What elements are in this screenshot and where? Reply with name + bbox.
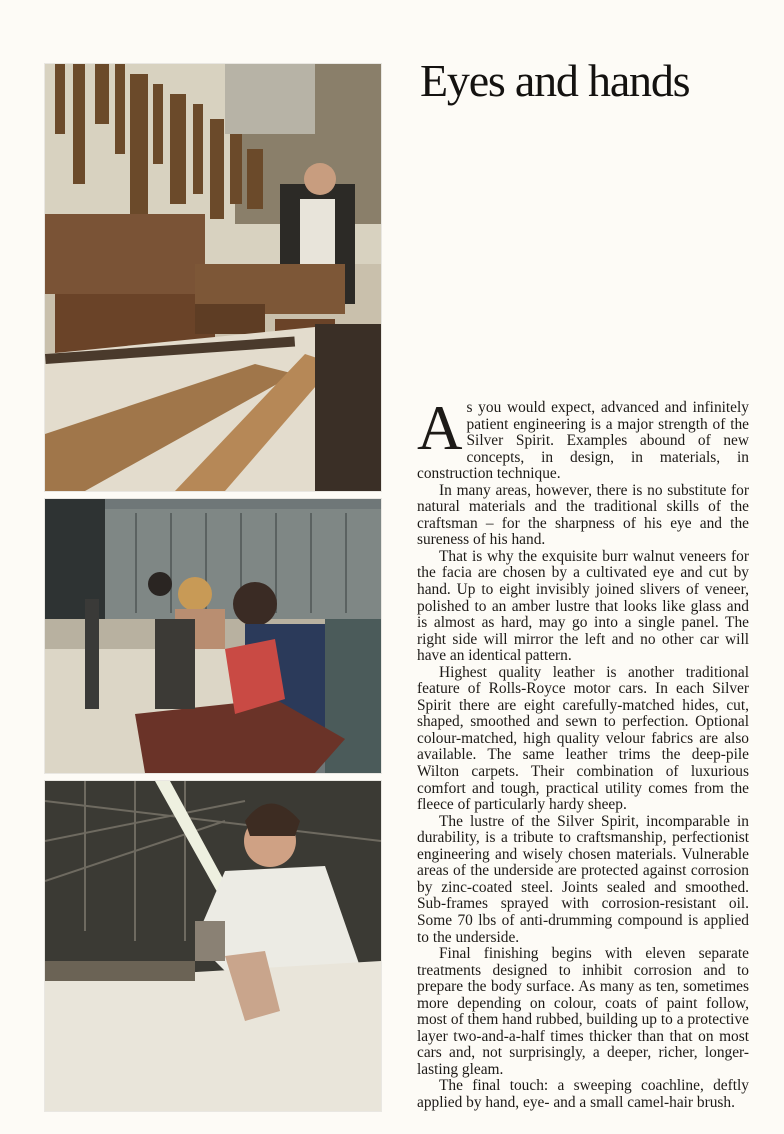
article-body (417, 393, 749, 1112)
photo-veneer-craftsman (45, 64, 381, 491)
article-paragraph: Final finishing begins with eleven separate treatments designed to inhibit corrosion and to prepare the body surface. As many as ten, sometimes more depending on colour, coats of paint follow, most of them hand rubbed, building up to a protective layer two-and-a-half times thicker than that on most cars and, not surprisingly, a deeper, richer, longer-lasting gleam. (417, 945, 749, 1078)
page-title: Eyes and hands (420, 55, 690, 106)
paragraph-text: s you would expect, advanced and infinitely patient engineering is a major strength of the Silver Spirit. Examples abound of new concepts, in design, in materials, in construction technique. (417, 399, 749, 483)
article-paragraph: That is why the exquisite burr walnut veneers for the facia are chosen by a cultivated eye and cut by hand. Up to eight invisibly joined slivers of veneer, polished to an amber lustre that looks like glass and is almost as hard, may go into a single panel. The right side will mirror the left and no other car will have an identical pattern. (417, 547, 749, 665)
drop-cap: A (417, 393, 463, 463)
photo-fabric-cutting (45, 781, 381, 1111)
article-paragraph: Highest quality leather is another traditional feature of Rolls-Royce motor cars. In each Silver Spirit there are eight carefully-matched hides, cut, shaped, smoothed and sewn to perfection. Optional colour-matched, high quality velour fabrics are also available. The same leather trims the deep-pile Wilton carpets. Their combination of luxurious comfort and tough, practical utility comes from the fleece of particularly hardy sheep. (417, 663, 749, 814)
article-paragraph (417, 393, 749, 483)
photo-leather-sewing (45, 499, 381, 773)
article-paragraph: The lustre of the Silver Spirit, incomparable in durability, is a tribute to craftsmanship, perfectionist engineering and wisely chosen materials. Vulnerable areas of the underside are protected against corrosion by zinc-coated steel. Joints sealed and smoothed. Sub-frames sprayed with corrosion-resistant oil. Some 70 lbs of anti-drumming compound is applied to the underside. (417, 812, 749, 946)
article-paragraph: The final touch: a sweeping coachline, deftly applied by hand, eye- and a small camel-hair brush. (417, 1077, 749, 1111)
article-paragraph: In many areas, however, there is no substitute for natural materials and the traditional skills of the craftsman – for the sharpness of his eye and the sureness of his hand. (417, 481, 749, 549)
